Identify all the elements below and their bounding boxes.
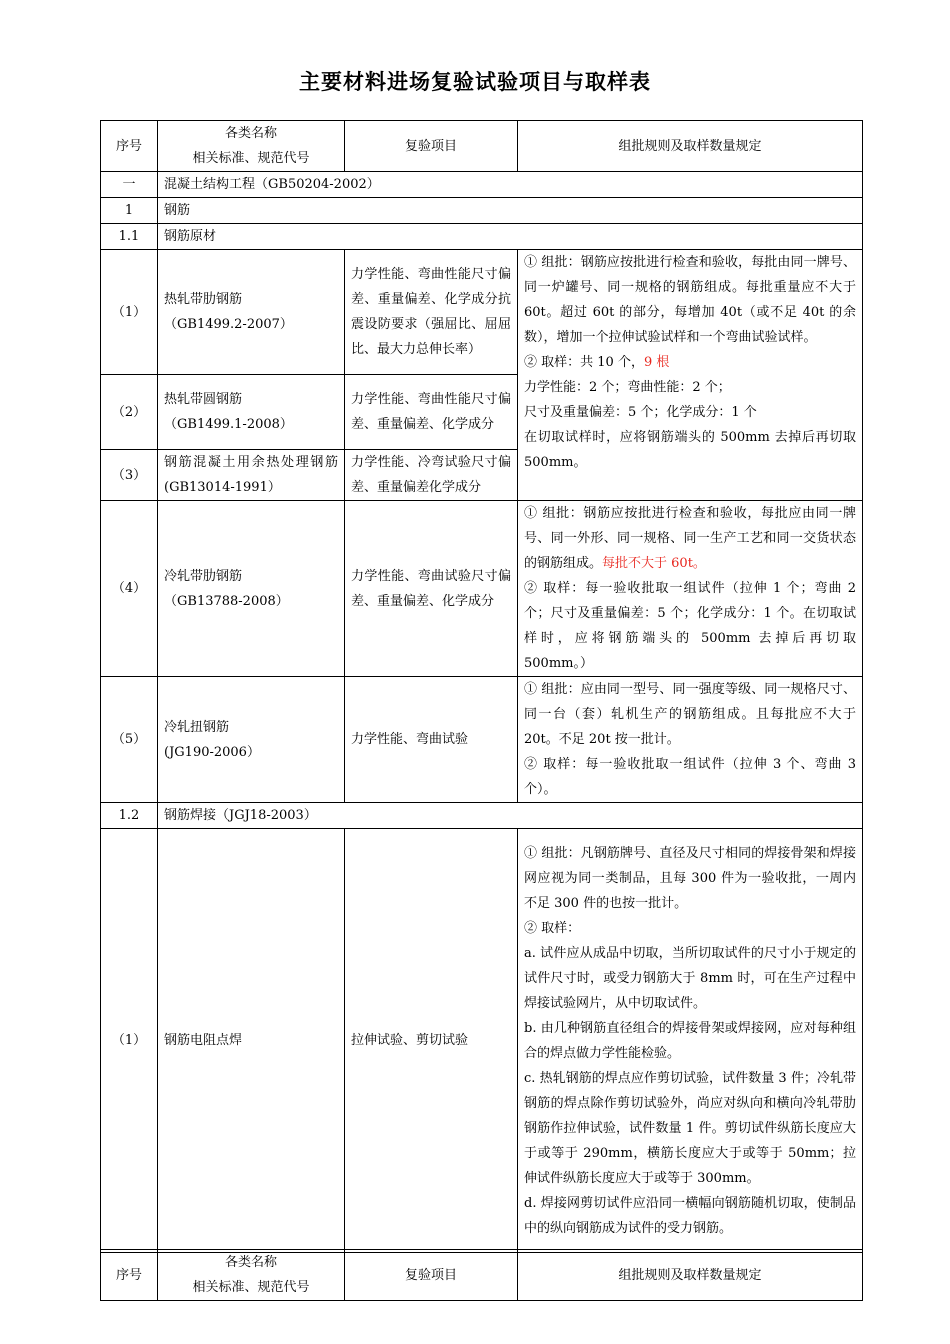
rule-batch: ① 组批：应由同一型号、同一强度等级、同一规格尺寸、同一台（套）轧机生产的钢筋组成。且每批应不大于 20t。不足 20t 按一批计。 <box>524 682 856 747</box>
row-items: 拉伸试验、剪切试验 <box>345 829 518 1253</box>
row-name-line2: （GB13788-2008） <box>164 593 289 609</box>
table-row <box>101 677 863 803</box>
header-name-line1: 各类名称 <box>224 126 277 141</box>
row-rules-group <box>518 250 863 501</box>
section-no: 一 <box>101 172 158 198</box>
header-rules: 组批规则及取样数量规定 <box>518 121 863 172</box>
row-name-line1: 冷轧带肋钢筋 <box>164 568 243 584</box>
next-page-table-header <box>100 1249 863 1301</box>
row-no: （1） <box>101 250 158 375</box>
main-table <box>100 120 863 1253</box>
header-items: 复验项目 <box>345 121 518 172</box>
row-name-line1: 热轧带圆钢筋 <box>164 392 243 407</box>
table-row <box>101 250 863 375</box>
rule-sampling-red: 9 根 <box>643 355 670 370</box>
rule-sampling: ② 取样：每一验收批取一组试件（拉伸 1 个；弯曲 2 个；尺寸及重量偏差：5 个；化学成分：1 个。在切取试样时，应将钢筋端头的 500mm 去掉后再切取 500mm。） <box>524 581 856 671</box>
row-items: 力学性能、弯曲试验 <box>345 677 518 803</box>
rule-batch-red: 每批不大于 60t。 <box>602 556 706 571</box>
row-name <box>158 501 345 677</box>
rule-sampling-text: ② 取样：共 10 个， <box>524 355 644 370</box>
rule-sampling <box>524 350 856 375</box>
rule-item-b: b. 由几种钢筋直径组合的焊接骨架或焊接网，应对每种组合的焊点做力学性能检验。 <box>524 1020 856 1061</box>
section-no: 1.2 <box>101 803 158 829</box>
header-name-line2: 相关标准、规范代号 <box>192 151 310 166</box>
rule-sampling: ② 取样： <box>524 920 581 936</box>
rule-batch: ① 组批：钢筋应按批进行检查和验收，每批由同一牌号、同一炉罐号、同一规格的钢筋组成。每批重量应不大于 60t。超过 60t 的部分，每增加 40t（或不足 40t 的余数），增加一个拉伸试验试样和一个弯曲试验试样。 <box>524 255 856 345</box>
rule-sampling: ② 取样：每一验收批取一组试件（拉伸 3 个、弯曲 3 个）。 <box>524 757 856 797</box>
row-name: 钢筋混凝土用余热处理钢筋(GB13014-1991） <box>158 450 345 501</box>
rule-batch-text: ① 组批：钢筋应按批进行检查和验收，每批应由同一牌号、同一外形、同一规格、同一生产工艺和同一交货状态的钢筋组成。 <box>524 506 856 571</box>
rule-item-d: d. 焊接网剪切试件应沿同一横幅向钢筋随机切取，使制品中的纵向钢筋成为试件的受力钢筋。 <box>524 1195 856 1236</box>
rule-size: 尺寸及重量偏差：5 个；化学成分：1 个 <box>524 405 757 420</box>
row-name <box>158 250 345 375</box>
table-header-row <box>101 121 863 172</box>
section-name: 钢筋原材 <box>158 224 863 250</box>
section-row <box>101 224 863 250</box>
row-name-line2: (JG190-2006） <box>164 744 260 760</box>
row-no: （3） <box>101 450 158 501</box>
section-name: 混凝土结构工程（GB50204-2002） <box>158 172 863 198</box>
table-row <box>101 501 863 677</box>
page-title: 主要材料进场复验试验项目与取样表 <box>299 70 651 94</box>
row-rules <box>518 501 863 677</box>
row-no: （4） <box>101 501 158 677</box>
header-name-line2: 相关标准、规范代号 <box>192 1280 310 1295</box>
section-row <box>101 172 863 198</box>
row-name-line1: 冷轧扭钢筋 <box>164 719 230 735</box>
rule-item-a: a. 试件应从成品中切取，当所切取试件的尺寸小于规定的试件尺寸时，或受力钢筋大于 8mm 时，可在生产过程中焊接试验网片，从中切取试件。 <box>524 945 856 1011</box>
header-rules: 组批规则及取样数量规定 <box>518 1250 863 1301</box>
section-name: 钢筋焊接（JGJ18-2003） <box>158 803 863 829</box>
header-name-line1: 各类名称 <box>224 1255 277 1270</box>
row-no: （5） <box>101 677 158 803</box>
row-no: （2） <box>101 375 158 450</box>
section-no: 1.1 <box>101 224 158 250</box>
header-items: 复验项目 <box>345 1250 518 1301</box>
row-name: 钢筋电阻点焊 <box>158 829 345 1253</box>
row-name-line2: （GB1499.1-2008） <box>164 417 293 432</box>
section-row <box>101 803 863 829</box>
row-name <box>158 375 345 450</box>
header-no: 序号 <box>101 1250 158 1301</box>
rule-item-c: c. 热轧钢筋的焊点应作剪切试验，试件数量 3 件；冷轧带钢筋的焊点除作剪切试验外，尚应对纵向和横向冷轧带肋钢筋作拉伸试验，试件数量 1 件。剪切试件纵筋长度应大于或等于 290mm，横筋长度应大于或等于 50mm；拉伸试件纵筋长度应大于或等于 300mm。 <box>524 1070 856 1186</box>
table-row <box>101 829 863 1253</box>
row-rules <box>518 829 863 1253</box>
row-items: 力学性能、弯曲性能尺寸偏差、重量偏差、化学成分抗震设防要求（强屈比、屈屈比、最大力总伸长率） <box>345 250 518 375</box>
row-items: 力学性能、弯曲试验尺寸偏差、重量偏差、化学成分 <box>345 501 518 677</box>
rule-mech: 力学性能：2 个；弯曲性能：2 个； <box>524 380 731 395</box>
rule-batch: ① 组批：凡钢筋牌号、直径及尺寸相同的焊接骨架和焊接网应视为同一类制品，且每 300 件为一验收批，一周内不足 300 件的也按一批计。 <box>524 845 856 911</box>
header-name <box>158 121 345 172</box>
section-no: 1 <box>101 198 158 224</box>
section-row <box>101 198 863 224</box>
row-items: 力学性能、冷弯试验尺寸偏差、重量偏差化学成分 <box>345 450 518 501</box>
rule-batch <box>524 501 856 576</box>
row-name <box>158 677 345 803</box>
header-name <box>158 1250 345 1301</box>
row-name-line1: 热轧带肋钢筋 <box>164 292 243 307</box>
row-name-line2: （GB1499.2-2007） <box>164 317 293 332</box>
section-name: 钢筋 <box>158 198 863 224</box>
row-no: （1） <box>101 829 158 1253</box>
row-rules <box>518 677 863 803</box>
row-items: 力学性能、弯曲性能尺寸偏差、重量偏差、化学成分 <box>345 375 518 450</box>
rule-cut: 在切取试样时，应将钢筋端头的 500mm 去掉后再切取 500mm。 <box>524 430 856 470</box>
table-header-row <box>101 1250 863 1301</box>
header-no: 序号 <box>101 121 158 172</box>
